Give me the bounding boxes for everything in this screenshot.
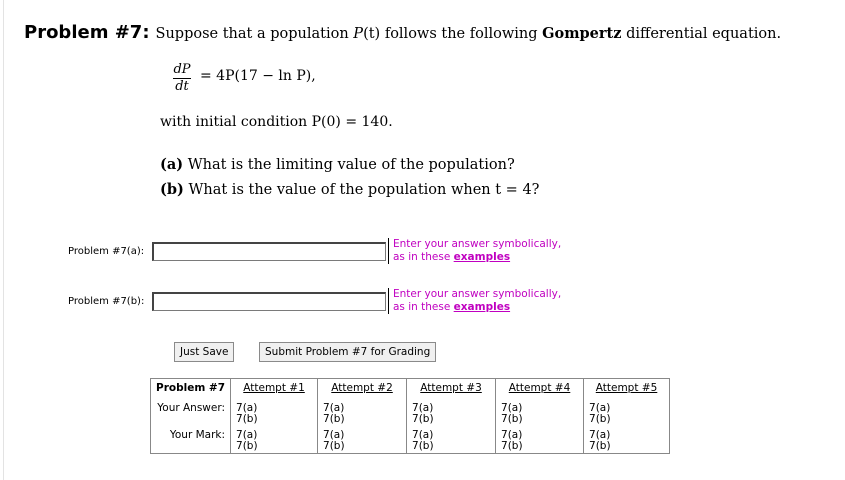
fraction-denominator: dt xyxy=(175,79,189,94)
question-a xyxy=(160,156,515,173)
attempt-1-answer-cell xyxy=(231,402,318,426)
answer-b-examples-link[interactable]: examples xyxy=(453,301,511,313)
attempt-5-answer-cell xyxy=(584,402,670,426)
question-b xyxy=(160,181,539,198)
intro-text-mid: follows the following xyxy=(380,26,543,42)
intro-gompertz: Gompertz xyxy=(542,25,622,42)
your-answer-label: Your Answer: xyxy=(151,402,231,426)
attempt-1-answer-b: 7(b) xyxy=(236,413,258,425)
attempt-4-answer-cell xyxy=(496,402,584,426)
problem-intro xyxy=(156,26,782,42)
attempt-5-mark-cell xyxy=(584,426,670,454)
attempt-2-mark-cell xyxy=(318,426,407,454)
answer-b-hint-line2 xyxy=(393,301,561,314)
initial-condition: with initial condition P(0) = 140. xyxy=(160,114,393,130)
intro-function-name: P xyxy=(353,26,364,42)
answer-a-hint-line1: Enter your answer symbolically, xyxy=(393,238,562,250)
attempt-1-mark-b: 7(b) xyxy=(236,440,258,452)
attempt-4-answer-a: 7(a) xyxy=(501,402,523,414)
attempt-5-header[interactable] xyxy=(584,379,670,403)
answer-a-label: Problem #7(a): xyxy=(68,246,145,257)
answer-b-label: Problem #7(b): xyxy=(68,296,145,307)
attempt-3-mark-a: 7(a) xyxy=(412,429,434,441)
attempt-3-link[interactable]: Attempt #3 xyxy=(420,382,482,394)
your-mark-label: Your Mark: xyxy=(151,426,231,454)
attempt-3-mark-cell xyxy=(407,426,496,454)
attempt-4-link[interactable]: Attempt #4 xyxy=(508,382,571,394)
question-a-label: (a) xyxy=(160,156,184,173)
your-answer-row xyxy=(151,402,670,426)
attempt-4-mark-a: 7(a) xyxy=(501,429,523,441)
attempt-5-mark-a: 7(a) xyxy=(589,429,611,441)
answer-b-hint xyxy=(388,288,561,314)
attempt-5-link[interactable]: Attempt #5 xyxy=(595,382,658,394)
attempt-2-answer-a: 7(a) xyxy=(323,402,345,414)
intro-text-start: Suppose that a population xyxy=(155,26,354,42)
answer-b-hint-line1: Enter your answer symbolically, xyxy=(393,288,562,300)
problem-title: Problem #7: xyxy=(24,22,150,43)
attempt-5-answer-b: 7(b) xyxy=(589,413,611,425)
answer-b-input[interactable] xyxy=(152,292,386,311)
answer-b-hint-prefix: as in these xyxy=(393,301,454,313)
answer-a-hint-line2 xyxy=(393,251,561,264)
attempt-4-mark-b: 7(b) xyxy=(501,440,523,452)
attempts-table xyxy=(150,378,670,454)
attempt-3-answer-b: 7(b) xyxy=(412,413,434,425)
attempt-5-answer-a: 7(a) xyxy=(589,402,611,414)
answer-a-hint xyxy=(388,238,561,264)
answer-a-examples-link[interactable]: examples xyxy=(453,251,511,263)
attempt-2-mark-b: 7(b) xyxy=(323,440,345,452)
answer-a-hint-prefix: as in these xyxy=(393,251,454,263)
answer-a-input[interactable] xyxy=(152,242,386,261)
attempts-header-row xyxy=(151,379,670,403)
attempt-2-mark-a: 7(a) xyxy=(323,429,345,441)
attempt-1-mark-a: 7(a) xyxy=(236,429,258,441)
question-b-label: (b) xyxy=(160,181,184,198)
just-save-button[interactable]: Just Save xyxy=(174,342,234,362)
attempt-2-answer-cell xyxy=(318,402,407,426)
page-left-rule xyxy=(3,0,4,480)
equation-right-side: = 4P(17 − ln P), xyxy=(200,68,316,84)
intro-function-arg: (t) xyxy=(363,26,381,42)
problem-header xyxy=(24,22,781,43)
attempt-3-mark-b: 7(b) xyxy=(412,440,434,452)
attempt-4-answer-b: 7(b) xyxy=(501,413,523,425)
question-a-text: What is the limiting value of the population? xyxy=(183,157,515,173)
submit-grading-button[interactable]: Submit Problem #7 for Grading xyxy=(259,342,436,362)
intro-text-end: differential equation. xyxy=(621,26,782,42)
attempt-3-header[interactable] xyxy=(407,379,496,403)
attempt-1-mark-cell xyxy=(231,426,318,454)
attempt-1-link[interactable]: Attempt #1 xyxy=(243,382,305,394)
attempt-2-link[interactable]: Attempt #2 xyxy=(331,382,393,394)
attempt-4-header[interactable] xyxy=(496,379,584,403)
fraction-numerator: dP xyxy=(173,62,191,77)
derivative-fraction xyxy=(172,62,192,94)
attempt-5-mark-b: 7(b) xyxy=(589,440,611,452)
attempts-corner-label: Problem #7 xyxy=(151,379,231,403)
attempt-2-header[interactable] xyxy=(318,379,407,403)
attempt-1-header[interactable] xyxy=(231,379,318,403)
question-b-text: What is the value of the population when t = 4? xyxy=(183,182,540,198)
attempt-4-mark-cell xyxy=(496,426,584,454)
attempt-1-answer-a: 7(a) xyxy=(236,402,258,414)
attempt-2-answer-b: 7(b) xyxy=(323,413,345,425)
attempt-3-answer-a: 7(a) xyxy=(412,402,434,414)
your-mark-row xyxy=(151,426,670,454)
attempt-3-answer-cell xyxy=(407,402,496,426)
